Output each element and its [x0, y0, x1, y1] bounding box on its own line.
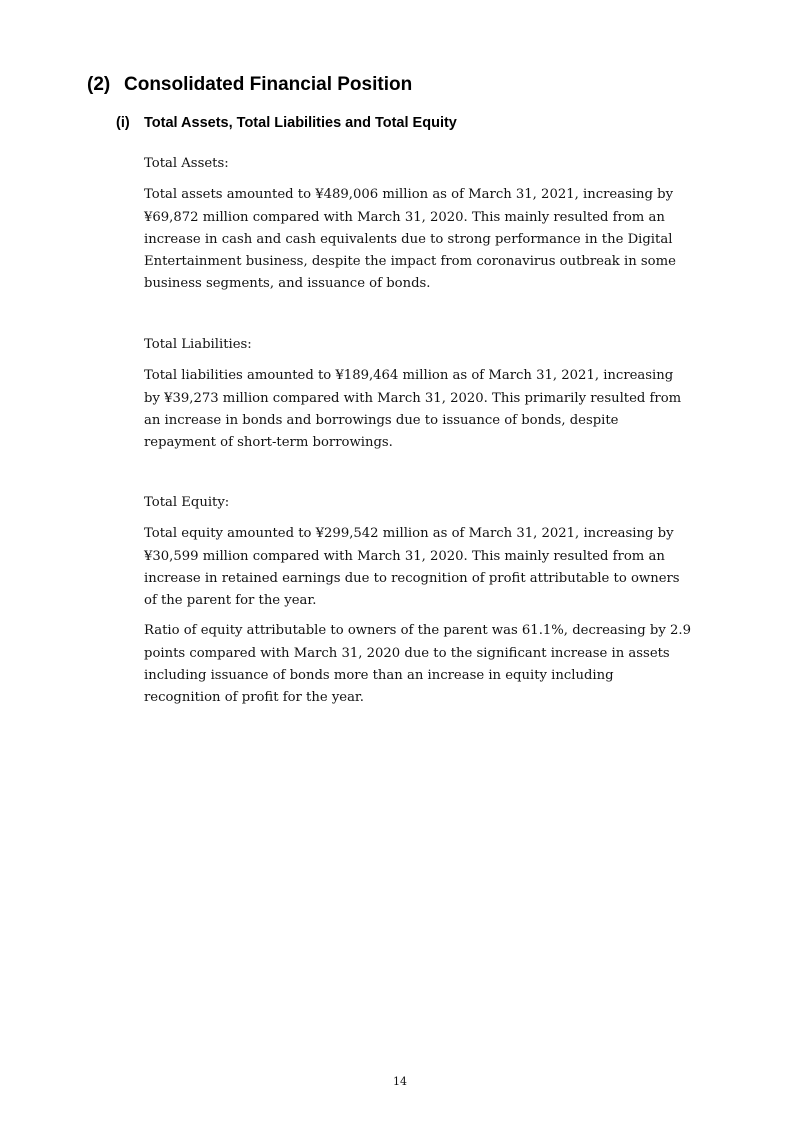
total-equity-label: Total Equity: [144, 495, 230, 510]
total-equity-block [144, 492, 692, 718]
subsection-title: Total Assets, Total Liabilities and Total Equity [144, 115, 457, 131]
total-assets-paragraph: Total assets amounted to ¥489,006 million as of March 31, 2021, increasing by ¥69,872 million compared with March 31, 2020. This mainly resulted from an increase in cash and cash equivalents due to strong performance in the Digital Entertainment business, despite the impact from coronavirus outbreak in some business segments, and issuance of bonds. [144, 187, 676, 292]
total-equity-paragraph: Total equity amounted to ¥299,542 million as of March 31, 2021, increasing by ¥30,599 million compared with March 31, 2020. This mainly resulted from an increase in retained earnings due to recognition of profit attributable to owners of the parent for the year. [144, 526, 680, 609]
section-heading [87, 74, 412, 96]
section-number: (2) [87, 74, 111, 95]
subsection-heading [116, 115, 457, 131]
total-assets-label: Total Assets: [144, 156, 229, 171]
equity-ratio-paragraph: Ratio of equity attributable to owners of the parent was 61.1%, decreasing by 2.9 points compared with March 31, 2020 due to the significant increase in assets including issuance of bonds more than an increase in equity including recognition of profit for the year. [144, 623, 691, 706]
page-number: 14 [393, 1075, 407, 1088]
total-assets-block [144, 153, 692, 304]
section-title: Consolidated Financial Position [124, 74, 413, 95]
subsection-number: (i) [116, 115, 130, 131]
total-liabilities-label: Total Liabilities: [144, 337, 252, 352]
total-liabilities-paragraph: Total liabilities amounted to ¥189,464 million as of March 31, 2021, increasing by ¥39,273 million compared with March 31, 2020. This primarily resulted from an increase in bonds and borrowings due to issuance of bonds, despite repayment of short-term borrowings. [144, 368, 682, 451]
total-liabilities-block [144, 334, 692, 462]
